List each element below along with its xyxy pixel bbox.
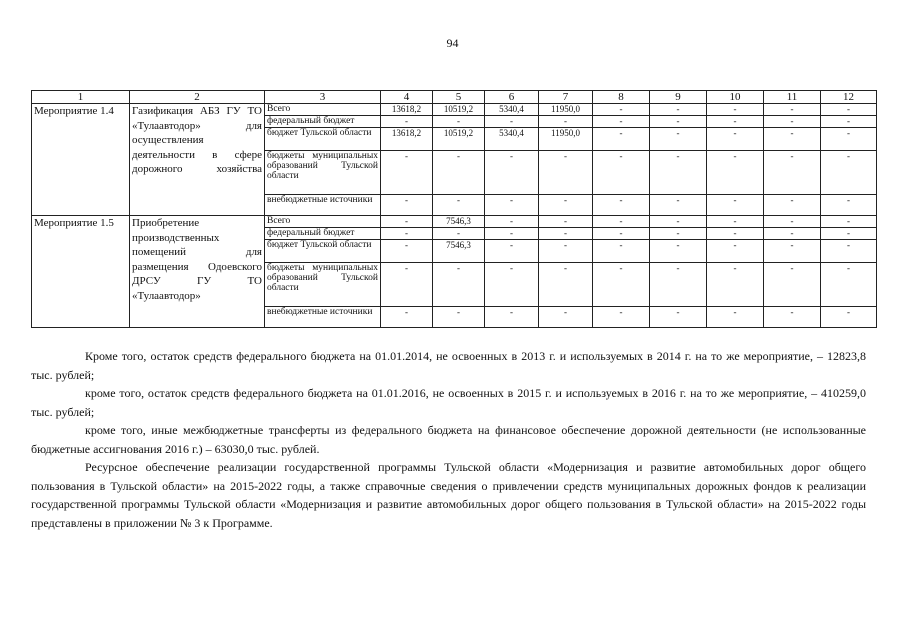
value-cell: - <box>821 151 877 195</box>
value-cell: - <box>764 228 821 240</box>
funding-source: бюджеты муниципальных образований Тульской области <box>265 151 381 195</box>
value-cell: - <box>821 228 877 240</box>
value-cell: - <box>707 151 764 195</box>
value-cell: - <box>764 116 821 128</box>
value-cell: 11950,0 <box>539 104 593 116</box>
value-cell: - <box>539 263 593 307</box>
value-cell: - <box>764 263 821 307</box>
value-cell: - <box>821 216 877 228</box>
column-number: 5 <box>433 91 485 104</box>
event-description: Газификация АБЗ ГУ ТО «Тулаавтодор» для осуществления деятельности в сфере дорожного хозяйства <box>130 104 265 216</box>
value-cell: - <box>707 128 764 151</box>
value-cell: - <box>593 240 650 263</box>
funding-source: бюджет Тульской области <box>265 240 381 263</box>
column-number: 10 <box>707 91 764 104</box>
value-cell: - <box>593 116 650 128</box>
value-cell: - <box>764 128 821 151</box>
value-cell: - <box>650 228 707 240</box>
value-cell: - <box>821 240 877 263</box>
value-cell: - <box>707 195 764 216</box>
value-cell: - <box>707 116 764 128</box>
funding-source: бюджеты муниципальных образований Тульской области <box>265 263 381 307</box>
column-number: 3 <box>265 91 381 104</box>
value-cell: - <box>539 307 593 328</box>
value-cell: - <box>650 195 707 216</box>
paragraph: кроме того, остаток средств федерального бюджета на 01.01.2016, не освоенных в 2015 г. и используемых в 2016 г. на то же мероприятие, – 410259,0 тыс. рублей; <box>31 386 866 419</box>
value-cell: - <box>707 104 764 116</box>
column-number: 7 <box>539 91 593 104</box>
value-cell: - <box>433 307 485 328</box>
value-cell: - <box>593 263 650 307</box>
value-cell: 10519,2 <box>433 128 485 151</box>
value-cell: - <box>650 216 707 228</box>
value-cell: - <box>381 307 433 328</box>
value-cell: 7546,3 <box>433 240 485 263</box>
value-cell: - <box>821 116 877 128</box>
table-row <box>32 104 877 116</box>
value-cell: - <box>764 240 821 263</box>
value-cell: - <box>485 263 539 307</box>
funding-source: федеральный бюджет <box>265 116 381 128</box>
value-cell: - <box>539 240 593 263</box>
value-cell: 13618,2 <box>381 104 433 116</box>
funding-source: федеральный бюджет <box>265 228 381 240</box>
value-cell: - <box>381 216 433 228</box>
value-cell: - <box>539 228 593 240</box>
value-cell: - <box>821 263 877 307</box>
value-cell: - <box>381 240 433 263</box>
value-cell: - <box>707 263 764 307</box>
value-cell: - <box>485 195 539 216</box>
value-cell: - <box>593 216 650 228</box>
column-number: 1 <box>32 91 130 104</box>
value-cell: - <box>650 151 707 195</box>
value-cell: - <box>821 307 877 328</box>
value-cell: - <box>381 195 433 216</box>
value-cell: - <box>539 216 593 228</box>
value-cell: - <box>821 128 877 151</box>
value-cell: - <box>433 195 485 216</box>
column-number: 4 <box>381 91 433 104</box>
value-cell: - <box>821 104 877 116</box>
event-name: Мероприятие 1.5 <box>32 216 130 328</box>
value-cell: - <box>593 128 650 151</box>
table-row <box>32 216 877 228</box>
value-cell: - <box>433 228 485 240</box>
value-cell: - <box>539 151 593 195</box>
value-cell: - <box>593 307 650 328</box>
table-header-row <box>32 91 877 104</box>
value-cell: - <box>707 228 764 240</box>
value-cell: - <box>381 151 433 195</box>
value-cell: - <box>485 116 539 128</box>
value-cell: - <box>381 228 433 240</box>
value-cell: - <box>650 263 707 307</box>
value-cell: - <box>764 151 821 195</box>
value-cell: - <box>764 216 821 228</box>
value-cell: - <box>433 151 485 195</box>
value-cell: - <box>485 228 539 240</box>
value-cell: - <box>650 128 707 151</box>
value-cell: - <box>593 104 650 116</box>
event-name: Мероприятие 1.4 <box>32 104 130 216</box>
value-cell: - <box>707 307 764 328</box>
value-cell: 5340,4 <box>485 128 539 151</box>
funding-source: внебюджетные источники <box>265 307 381 328</box>
funding-source: внебюджетные источники <box>265 195 381 216</box>
value-cell: 13618,2 <box>381 128 433 151</box>
value-cell: 10519,2 <box>433 104 485 116</box>
column-number: 12 <box>821 91 877 104</box>
value-cell: - <box>650 307 707 328</box>
paragraph: Ресурсное обеспечение реализации государственной программы Тульской области «Модернизация и развитие автомобильных дорог общего пользования в Тульской области» на 2015-2022 годы, а также справочные сведения о привлечении средств муниципальных дорожных фондов к реализации государственной программы Тульской области «Модернизация и развитие автомобильных дорог общего пользования в Тульской области» на 2015-2022 годы представлены в приложении № 3 к Программе. <box>31 460 866 530</box>
budget-table <box>31 90 877 328</box>
value-cell: - <box>707 216 764 228</box>
value-cell: - <box>707 240 764 263</box>
value-cell: - <box>650 104 707 116</box>
value-cell: 11950,0 <box>539 128 593 151</box>
page-number: 94 <box>446 36 459 50</box>
event-description: Приобретение производственных помещений для размещения Одоевского ДРСУ ГУ ТО «Тулаавтодор» <box>130 216 265 328</box>
value-cell: - <box>485 240 539 263</box>
value-cell: - <box>764 307 821 328</box>
value-cell: 7546,3 <box>433 216 485 228</box>
value-cell: - <box>433 263 485 307</box>
value-cell: - <box>764 104 821 116</box>
value-cell: - <box>539 116 593 128</box>
column-number: 11 <box>764 91 821 104</box>
value-cell: - <box>381 263 433 307</box>
value-cell: - <box>485 216 539 228</box>
value-cell: - <box>593 195 650 216</box>
column-number: 2 <box>130 91 265 104</box>
paragraph: кроме того, иные межбюджетные трансферты из федерального бюджета на финансовое обеспечение дорожной деятельности (не использованные бюджетные ассигнования 2016 г.) – 63030,0 тыс. рублей. <box>31 423 866 456</box>
value-cell: - <box>485 151 539 195</box>
funding-source: Всего <box>265 216 381 228</box>
value-cell: - <box>650 240 707 263</box>
paragraph: Кроме того, остаток средств федерального бюджета на 01.01.2014, не освоенных в 2013 г. и используемых в 2014 г. на то же мероприятие, – 12823,8 тыс. рублей; <box>31 349 866 382</box>
value-cell: - <box>485 307 539 328</box>
value-cell: - <box>593 228 650 240</box>
column-number: 6 <box>485 91 539 104</box>
value-cell: - <box>821 195 877 216</box>
value-cell: - <box>593 151 650 195</box>
column-number: 9 <box>650 91 707 104</box>
value-cell: 5340,4 <box>485 104 539 116</box>
body-text <box>31 347 866 532</box>
value-cell: - <box>381 116 433 128</box>
funding-source: бюджет Тульской области <box>265 128 381 151</box>
value-cell: - <box>650 116 707 128</box>
value-cell: - <box>433 116 485 128</box>
funding-source: Всего <box>265 104 381 116</box>
value-cell: - <box>539 195 593 216</box>
value-cell: - <box>764 195 821 216</box>
column-number: 8 <box>593 91 650 104</box>
